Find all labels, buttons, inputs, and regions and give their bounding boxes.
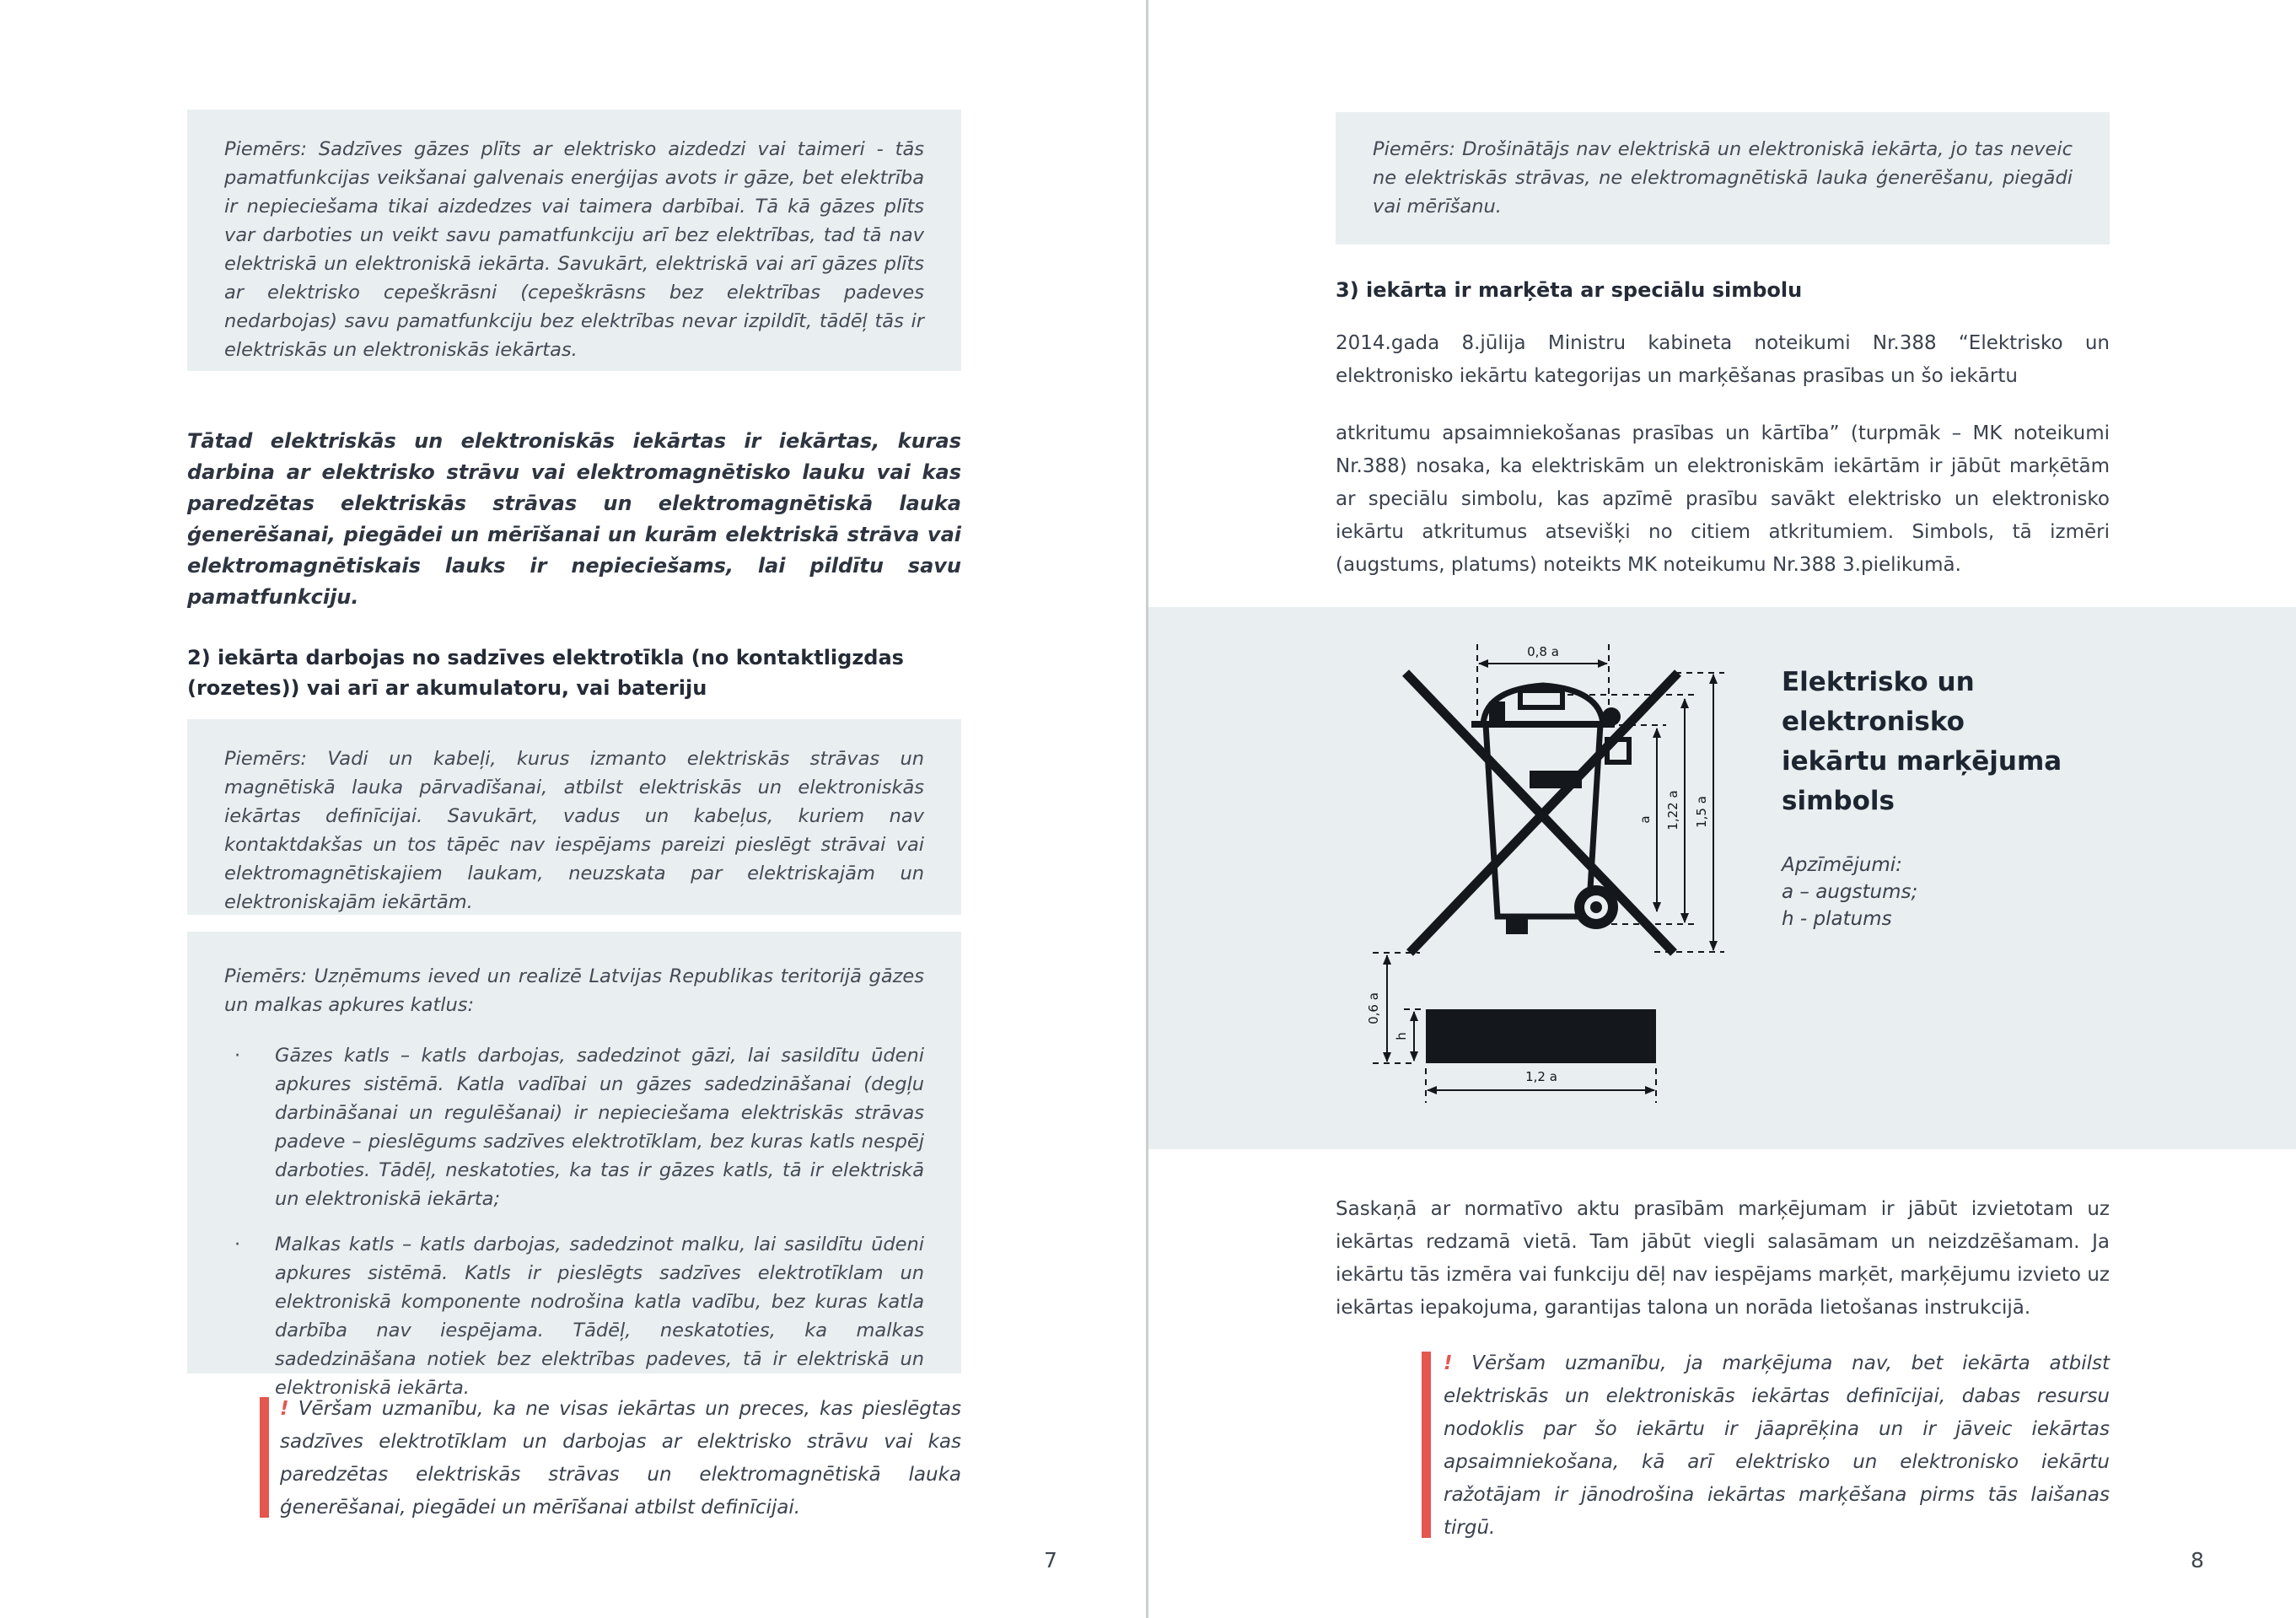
heading-criterion-2: 2) iekārta darbojas no sadzīves elektrotīkla (no kontaktligzdas (rozetes)) vai arī ar akumulatoru, vai bateriju bbox=[187, 646, 904, 700]
weee-crossed-out-bin-diagram bbox=[1148, 607, 2296, 1149]
warning-text: Vēršam uzmanību, ka ne visas iekārtas un preces, kas pieslēgtas sadzīves elektrotīklam un darbojas ar elektrisko strāvu vai kas paredzētas elektriskās strāvas un elektromagnētiskā lauka ģenerēšanai, piegādei un mērīšanai atbilst definīcijai. bbox=[280, 1398, 961, 1519]
marking-symbol-figure bbox=[1148, 607, 2296, 1149]
warning-text: Vēršam uzmanību, ja marķējuma nav, bet iekārta atbilst elektriskās un elektroniskās iekārtas definīcijai, dabas resursu nodoklis par šo iekārtu ir jāaprēķina un ir jāveic iekārtas apsaimniekošana, kā arī elektrisko un elektronisko iekārtu ražotājam ir jānodrošina iekārtas marķēšana pirms tās laišanas tirgū. bbox=[1444, 1352, 2110, 1539]
dim-label-1-5a: 1,5 a bbox=[1694, 796, 1709, 828]
regulation-paragraph-1: 2014.gada 8.jūlija Ministru kabineta noteikumi Nr.388 “Elektrisko un elektronisko iekārtu kategorijas un marķēšanas prasības un šo iekārtu bbox=[1336, 332, 2110, 387]
exclamation-icon: ! bbox=[1444, 1352, 1453, 1374]
example-box-boilers bbox=[187, 932, 961, 1399]
legend-a: a – augstums; bbox=[1782, 881, 1918, 903]
example-text: Piemērs: Vadi un kabeļi, kurus izmanto elektriskās strāvas un magnētiskā lauka pārvadīšanai, atbilst elektriskās un elektroniskās iekārtas definīcijai. Savukārt, vadus un kabeļus, kuriem nav kontaktdakšas un tos tāpēc nav iespējams pareizi pieslēgt strāvai vai elektromagnētiskajiem laukam, neuzskata par elektriskajām un elektroniskajām iekārtām. bbox=[224, 748, 924, 913]
bullet-icon: · bbox=[234, 1045, 241, 1067]
bullet-text-wood-boiler: Malkas katls – katls darbojas, sadedzinot malku, lai sasildītu ūdeni apkures sistēmā. Katls ir pieslēgts sadzīves elektrotīklam un elektroniskā komponente nodrošina katla vadību, bez kuras katla darbība nav iespējama. Tādēļ, neskatoties, ka malkas sadedzināšana notiek bez elektrības padeves, tā ir elektriskā un elektroniskā iekārta. bbox=[275, 1234, 924, 1399]
warning-accent-bar bbox=[260, 1397, 269, 1518]
lead-definition-paragraph: Tātad elektriskās un elektroniskās iekārtas ir iekārtas, kuras darbina ar elektrisko strāvu vai elektromagnētisko lauku vai kas paredzētas elektriskās strāvas un elektromagnētiskā lauka ģenerēšanai, piegādei un mērīšanai un kurām elektriskā strāva vai elektromagnētiskais lauks ir nepieciešams, lai pildītu savu pamatfunkciju. bbox=[187, 429, 961, 609]
cross-out-lines bbox=[1406, 673, 1678, 953]
example-text: Piemērs: Sadzīves gāzes plīts ar elektrisko aizdedzi vai taimeri - tās pamatfunkcijas veikšanai galvenais enerģijas avots ir gāze, bet elektrība ir nepieciešama tikai aizdedzes vai taimera darbībai. Tā kā gāzes plīts var darboties un veikt savu pamatfunkciju arī bez elektrības, tad tā nav elektriskā un elektroniskā iekārta. Savukārt, elektriskā vai arī gāzes plīts ar elektrisko cepeškrāsni (cepeškrāsns bez elektrības padeves nedarbojas) savu pamatfunkciju bez elektrības nevar izpildīt, tādēļ tās ir elektriskās un elektroniskās iekārtas. bbox=[224, 138, 924, 361]
page-number-left: 7 bbox=[1044, 1548, 1057, 1572]
figure-title: Elektrisko un elektronisko iekārtu marķējuma simbols bbox=[1782, 667, 2062, 816]
dim-label-0-6a: 0,6 a bbox=[1366, 992, 1381, 1024]
warning-callout-left bbox=[260, 1393, 961, 1524]
page-number-right: 8 bbox=[2191, 1548, 2204, 1572]
dim-label-a: a bbox=[1637, 815, 1653, 824]
heading-criterion-3: 3) iekārta ir marķēta ar speciālu simbolu bbox=[1336, 278, 1803, 302]
dim-label-h: h bbox=[1394, 1032, 1409, 1040]
bullet-icon: · bbox=[234, 1234, 241, 1255]
marking-placement-paragraph: Saskaņā ar normatīvo aktu prasībām marķējumam ir jābūt izvietotam uz iekārtas redzamā vietā. Tam jābūt viegli salasāmam un neizdzēšamam. Ja iekārtu tās izmēra vai funkciju dēļ nav iespējams marķēt, marķējumu izvieto uz iekārtas iepakojuma, garantijas talona un norāda lietošanas instrukcijā. bbox=[1336, 1198, 2110, 1319]
legend-title: Apzīmējumi: bbox=[1782, 854, 1902, 876]
figure-legend bbox=[1782, 852, 1917, 933]
example-intro: Piemērs: Uzņēmums ieved un realizē Latvijas Republikas teritorijā gāzes un malkas apkures katlus: bbox=[224, 965, 924, 1016]
list-item bbox=[224, 1041, 924, 1213]
example-box-wires-cables bbox=[187, 719, 961, 915]
exclamation-icon: ! bbox=[280, 1398, 289, 1420]
solid-bar bbox=[1426, 1009, 1656, 1063]
warning-accent-bar bbox=[1422, 1352, 1431, 1538]
list-item bbox=[224, 1230, 924, 1402]
dim-label-1-2a: 1,2 a bbox=[1525, 1069, 1557, 1084]
regulation-paragraph-2: atkritumu apsaimniekošanas prasības un kārtība” (turpmāk – MK noteikumi Nr.388) nosaka, ka elektriskām un elektroniskām iekārtām ir jābūt marķētām ar speciālu simbolu, kas apzīmē prasību savākt elektrisko un elektronisko iekārtu atkritumus atsevišķi no citiem atkritumiem. Simbols, tā izmēri (augstums, platums) noteikts MK noteikumu Nr.388 3.pielikumā. bbox=[1336, 422, 2110, 576]
warning-callout-right bbox=[1422, 1347, 2110, 1545]
legend-h: h - platums bbox=[1782, 908, 1892, 930]
dim-label-1-22a: 1,22 a bbox=[1665, 790, 1680, 831]
example-box-fuse bbox=[1336, 112, 2110, 245]
bullet-text-gas-boiler: Gāzes katls – katls darbojas, sadedzinot gāzi, lai sasildītu ūdeni apkures sistēmā. Katla vadībai un gāzes sadedzināšanai (degļu darbināšanai un regulēšanai) ir nepieciešama elektriskās strāvas padeve – pieslēgums sadzīves elektrotīklam, bez kuras katls nespēj darboties. Tādēļ, neskatoties, ka tas ir gāzes katls, tā ir elektriskā un elektroniskā iekārta; bbox=[275, 1045, 924, 1210]
example-text: Piemērs: Drošinātājs nav elektriskā un elektroniskā iekārta, jo tas neveic ne elektriskās strāvas, ne elektromagnētiskā lauka ģenerēšanu, piegādi vai mērīšanu. bbox=[1373, 138, 2073, 218]
example-box-gas-stove bbox=[187, 110, 961, 371]
dim-label-top-width: 0,8 a bbox=[1527, 644, 1559, 659]
